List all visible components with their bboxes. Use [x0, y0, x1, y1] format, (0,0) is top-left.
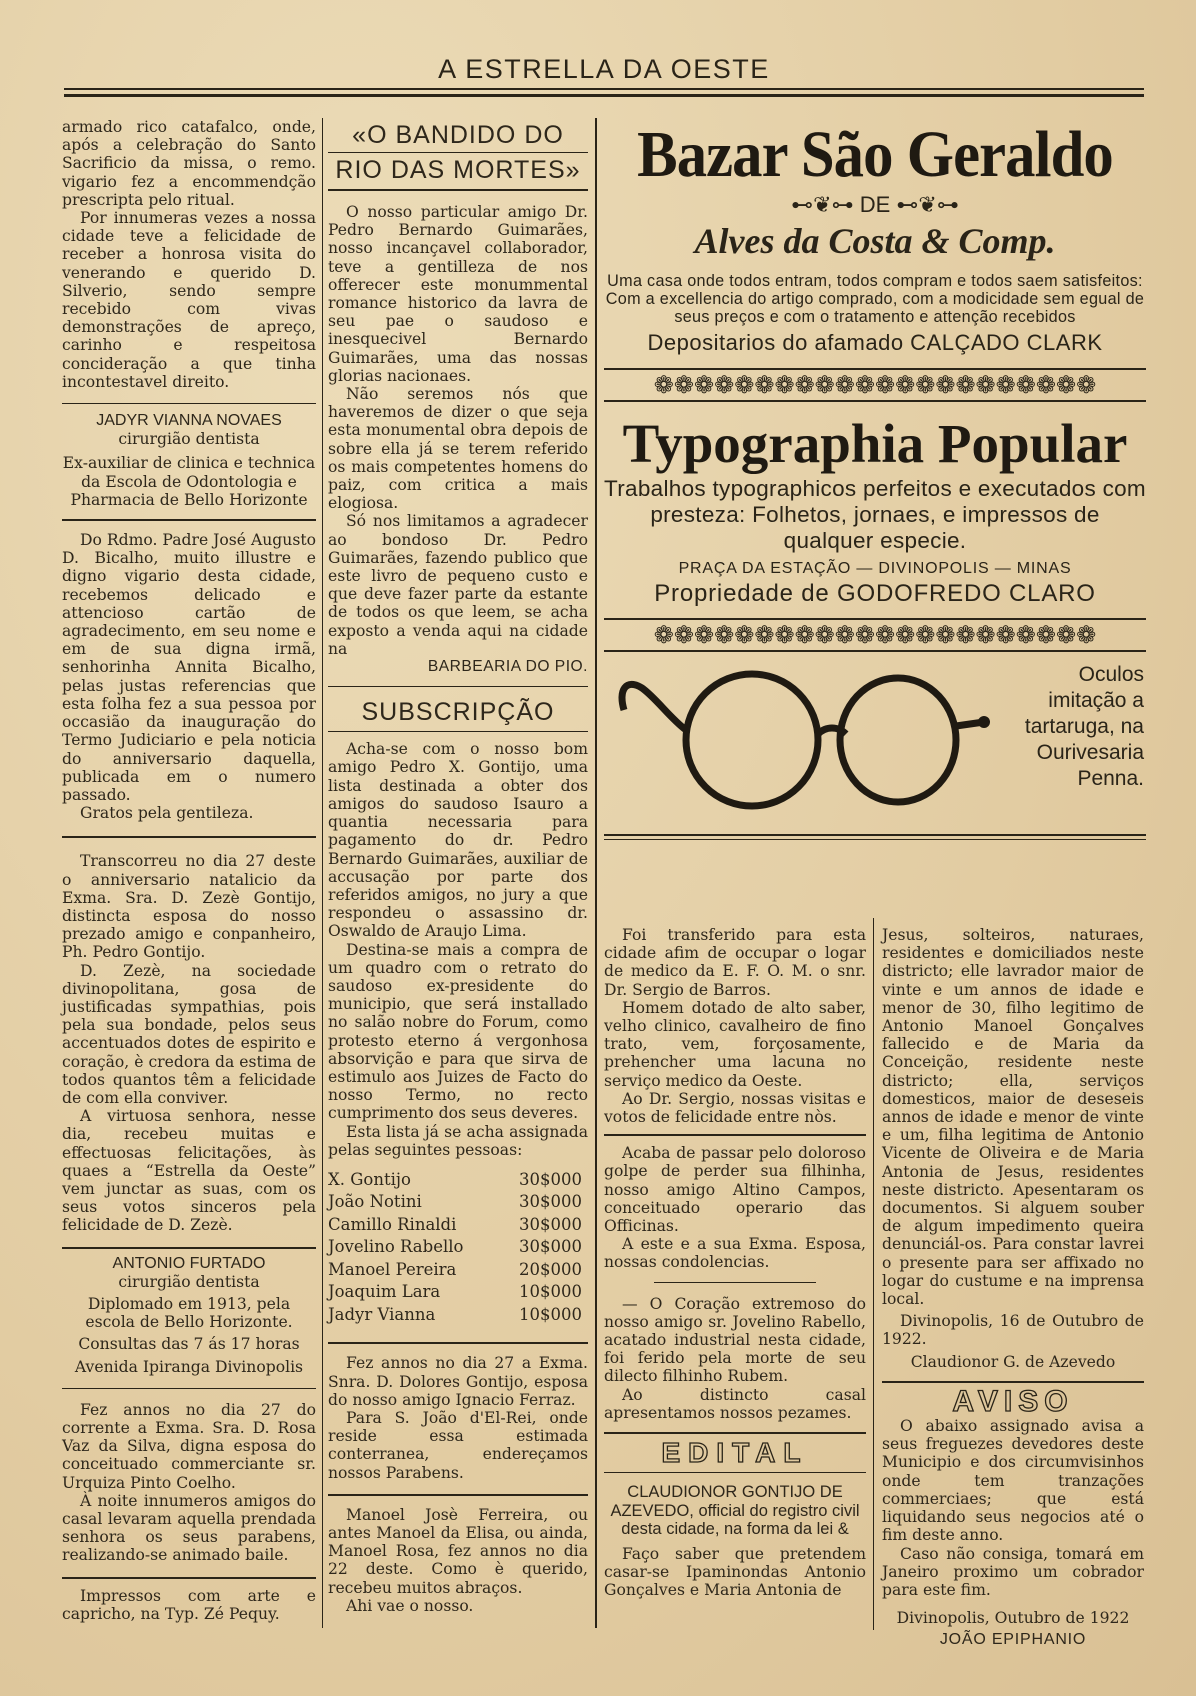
list-amount: 30$000	[519, 1214, 582, 1234]
paragraph: Homem dotado de alto saber, velho clinico, cavalheiro de fino trato, vem, forçosamente, prehencher uma lacuna no serviço medico da Oeste.	[604, 998, 866, 1090]
list-item	[328, 1191, 588, 1214]
paragraph: Jesus, solteiros, naturaes, residentes e domiciliados neste districto; elle lavrador maior de vinte e um annos de idade e menor de 30, filho legitimo de Antonio Manoel Gonçalves fallecido e de Maria da Conceição, residente neste districto; ella, serviços domesticos, maior de deseseis annos de idade e menor de vinte e um, filha legitima de Antonio Vicente de Oliveira e de Maria Antonia de Jesus, residentes neste districto. Apesentaram os documentos. Si alguem souber de algum impedimento queira denunciál-os. Para constar lavrei o presente para ser affixado no logar do custume e na imprensa local.	[882, 926, 1144, 1309]
aviso-signature: JOÃO EPIPHANIO	[939, 1631, 1087, 1649]
edital-date: Divinopolis, 16 de Outubro de 1922.	[882, 1312, 1144, 1349]
list-amount: 30$000	[519, 1237, 582, 1257]
ornament-left-icon: ⊷❦⊶	[791, 192, 860, 217]
masthead: A ESTRELLA DA OESTE	[438, 54, 770, 84]
typographia-text: Trabalhos typographicos perfeitos e executados com presteza: Folhetos, jornaes, e impressos de qualquer especie.	[604, 476, 1146, 553]
bazar-de	[604, 192, 1146, 218]
divider	[604, 1472, 866, 1473]
divider	[882, 1381, 1144, 1383]
divider	[62, 1388, 316, 1389]
oculos-ad	[604, 658, 1146, 828]
ad-jadyr-title: cirurgião dentista	[118, 430, 260, 449]
paragraph: Acha-se com o nosso bom amigo Pedro X. Gontijo, uma lista destinada a obter dos amigos do saudoso Isauro a quantia necessaria para pagamento do dr. Pedro Bernardo Guimarães, auxiliar de accusação por parte dos referidos amigos, no jury a que respondeu o assassino dr. Oswaldo de Araujo Lima.	[328, 740, 588, 941]
list-name: Manoel Pereira	[328, 1259, 457, 1279]
edital-title: EDITAL	[661, 1437, 809, 1469]
ads-block	[604, 112, 1146, 908]
paragraph: BARBEARIA DO PIO.	[427, 658, 588, 676]
list-name: Jovelino Rabello	[328, 1237, 464, 1257]
ornament-right-icon: ⊷❦⊶	[890, 192, 959, 217]
paragraph: — O Coração extremoso do nosso amigo sr. Jovelino Rabello, acatado industrial nesta cidade, foi ferido pela morte de seu dilecto filhinho Rubem.	[604, 1294, 866, 1386]
bazar-owner: Alves da Costa & Comp.	[694, 221, 1056, 261]
paragraph: O abaixo assignado avisa a seus freguezes devedores deste Municipio e dos circumvisinhos onde tem tranzações commerciaes; que está liquidando seus negocios até o fim deste anno.	[882, 1417, 1144, 1545]
paragraph: Gratos pela gentileza.	[80, 804, 254, 823]
paragraph: Faço saber que pretendem casar-se Ipaminondas Antonio Gonçalves e Maria Antonia de	[604, 1544, 866, 1600]
paragraph: Destina-se mais a compra de um quadro com o retrato do saudoso ex-presidente do municipio, que será installado no salão nobre do Forum, como protesto eterno á vergonhosa absorvição e para que sirva de estimulo aos Juizes de Facto do nosso Termo, no recto cumprimento dos seus deveres.	[328, 940, 588, 1123]
divider	[62, 519, 316, 521]
glasses-icon	[612, 660, 992, 820]
list-item	[328, 1304, 588, 1327]
column-divider	[322, 118, 323, 1628]
list-item	[328, 1281, 588, 1304]
paragraph: D. Zezè, na sociedade divinopolitana, gosa de justificadas sympathias, pois pela sua bondade, pelos seus accentuados dotes de espirito e coração, è credora da estima de todos quantos têm a felicidade de com ella conviver.	[62, 961, 316, 1107]
divider	[604, 1134, 866, 1136]
paragraph: Foi transferido para esta cidade afim de occupar o logar de medico da E. F. O. M. o snr. Dr. Sergio de Barros.	[604, 926, 866, 999]
bazar-title: Bazar São Geraldo	[637, 118, 1113, 191]
list-item	[328, 1259, 588, 1282]
bandido-title-line-2: RIO DAS MORTES»	[328, 153, 588, 191]
divider	[328, 686, 588, 687]
list-amount: 30$000	[519, 1192, 582, 1212]
paragraph: Não seremos nós que haveremos de dizer o que seja esta monumental obra depois de sobre ella já se terem referido os mais competentes homens do paiz, com critica a mais elogiosa.	[328, 385, 588, 513]
column-4	[882, 926, 1144, 1650]
list-name: Jadyr Vianna	[328, 1304, 436, 1324]
masthead-rule-bottom	[64, 94, 1144, 97]
ad-furtado-hours: Consultas das 7 ás 17 horas	[78, 1335, 300, 1354]
paragraph: Do Rdmo. Padre José Augusto D. Bicalho, muito illustre e digno vigario desta cidade, recebemos delicado e attencioso cartão de agradecimento, em seu nome e em de sua digna irmã, senhorinha Annita Bicalho, pelas justas referencias que esta folha fez a sua pessoa por occasião da inauguração do Termo Judiciario e pela noticia do anniversario daquella, publicada em o numero passado.	[62, 531, 316, 804]
subscripcao-title: SUBSCRIPÇÃO	[328, 697, 588, 732]
ad-furtado-address: Avenida Ipiranga Divinopolis	[74, 1357, 304, 1376]
list-item	[328, 1169, 588, 1192]
paragraph: Acaba de passar pelo doloroso golpe de perder sua filhinha, nosso amigo Altino Campos, conceituado operario das Officinas.	[604, 1144, 866, 1236]
typographia-address: PRAÇA DA ESTAÇÃO — DIVINOPOLIS — MINAS	[678, 560, 1072, 577]
divider	[604, 1432, 866, 1434]
paragraph: A este e a sua Exma. Esposa, nossas condolencias.	[604, 1235, 866, 1272]
edital-signature: Claudionor G. de Azevedo	[910, 1352, 1116, 1371]
paragraph: Para S. João d'El-Rei, onde reside essa estimada conterranea, endereçamos nossos Parabens.	[328, 1409, 588, 1482]
list-amount: 10$000	[519, 1282, 582, 1302]
divider	[62, 403, 316, 404]
paragraph: Caso não consiga, tomará em Janeiro proximo um cobrador para este fim.	[882, 1544, 1144, 1599]
list-item	[328, 1236, 588, 1259]
divider	[62, 1577, 316, 1579]
paragraph: Transcorreu no dia 27 deste o anniversario natalicio da Exma. Sra. D. Zezè Gontijo, distincta esposa do nosso prezado amigo e conpanheiro, Ph. Pedro Gontijo.	[62, 852, 316, 962]
paragraph: Manoel Josè Ferreira, ou antes Manoel da Elisa, ou ainda, Manoel Rosa, fez annos no dia 22 deste. Como è querido, recebeu muitos abraços.	[328, 1505, 588, 1597]
list-amount: 20$000	[519, 1259, 582, 1279]
bandido-title	[328, 118, 588, 191]
paragraph: Só nos limitamos a agradecer ao bondoso Dr. Pedro Guimarães, fazendo publico que este livro de pequeno custo e que deve fazer parte da estante de todos os que leem, se acha exposto a venda aqui na cidade na	[328, 512, 588, 658]
list-name: Camillo Rinaldi	[328, 1214, 457, 1234]
divider	[62, 1247, 316, 1249]
ornament-band: ❁❁❁❁❁❁❁❁❁❁❁❁❁❁❁❁❁❁❁❁❁❁	[604, 618, 1146, 652]
paragraph: Ao Dr. Sergio, nossas visitas e votos de felicidade entre nòs.	[604, 1089, 866, 1127]
masthead-rule-top	[64, 88, 1144, 90]
divider	[604, 834, 1146, 836]
paragraph: Esta lista já se acha assignada pelas seguintes pessoas:	[328, 1122, 588, 1159]
aviso-title: AVISO	[952, 1384, 1074, 1418]
bazar-de-text: DE	[859, 192, 891, 217]
ad-furtado-text: Diplomado em 1913, pela escola de Bello Horizonte.	[85, 1294, 293, 1332]
bandido-title-line-1: «O BANDIDO DO	[328, 118, 588, 153]
paragraph: Fez annos no dia 27 a Exma. Snra. D. Dolores Gontijo, esposa do nosso amigo Ignacio Ferraz.	[328, 1354, 588, 1409]
paragraph: Fez annos no dia 27 do corrente a Exma. Sra. D. Rosa Vaz da Silva, digna esposa do conceituado commerciante sr. Urquiza Pinto Coelho.	[62, 1400, 316, 1492]
bazar-depositarios: Depositarios do afamado CALÇADO CLARK	[647, 330, 1103, 355]
list-name: João Notini	[328, 1192, 422, 1212]
divider	[604, 839, 1146, 840]
paragraph: O nosso particular amigo Dr. Pedro Bernardo Guimarães, nosso incançavel collaborador, teve a gentilleza de nos offerecer este monummental romance historico da lavra de seu pae o saudoso e inesquecivel Bernardo Guimarães, uma das nossas glorias nacionaes.	[328, 203, 588, 385]
oculos-text: Oculos imitação a tartaruga, na Ourivesaria Penna.	[1024, 663, 1144, 790]
edital-heading: CLAUDIONOR GONTIJO DE AZEVEDO, official do registro civil desta cidade, na forma da lei &	[610, 1483, 860, 1539]
ad-jadyr-text: Ex-auxiliar de clinica e technica da Escola de Odontologia e Pharmacia de Bello Horizonte	[62, 454, 316, 509]
ad-furtado-title: cirurgião dentista	[118, 1272, 260, 1291]
paragraph: Ao distincto casal apresentamos nossos pezames.	[604, 1385, 866, 1422]
bazar-text: Uma casa onde todos entram, todos compram e todos saem satisfeitos: Com a excellencia do artigo comprado, com a modicidade sem egual de seus preços e com o tratamento e attenção recebidos	[605, 272, 1145, 326]
divider	[328, 1342, 588, 1344]
list-amount: 10$000	[519, 1304, 582, 1324]
divider	[62, 836, 316, 838]
list-name: Joaquim Lara	[328, 1282, 441, 1302]
column-2	[328, 118, 588, 1615]
column-divider	[595, 118, 597, 1628]
column-1	[62, 118, 316, 1623]
paragraph: A virtuosa senhora, nesse dia, recebeu muitas e effectuosas felicitações, às quaes a “Estrella da Oeste” vem junctar as suas, com os seus votos sinceros pela felicidade de D. Zezè.	[62, 1107, 316, 1235]
divider	[654, 1282, 816, 1283]
typographia-owner: Propriedade de GODOFREDO CLARO	[654, 580, 1096, 607]
ad-furtado-name: ANTONIO FURTADO	[112, 1254, 266, 1272]
list-amount: 30$000	[519, 1169, 582, 1189]
column-3	[604, 926, 866, 1599]
list-name: X. Gontijo	[328, 1169, 411, 1189]
list-item	[328, 1214, 588, 1237]
paragraph: À noite innumeros amigos do casal levaram aquella prendada senhora os seus parabens, realizando-se animado baile.	[62, 1491, 316, 1565]
aviso-date: Divinopolis, Outubro de 1922	[896, 1609, 1130, 1628]
divider	[328, 1494, 588, 1496]
paragraph: Impressos com arte e capricho, na Typ. Zé Pequy.	[62, 1586, 316, 1623]
column-divider	[873, 918, 874, 1630]
paragraph: Ahi vae o nosso.	[346, 1596, 474, 1615]
subscription-list	[328, 1169, 588, 1327]
paragraph: armado rico catafalco, onde, após a celebração do Santo Sacrificio da missa, o remo. vigario fez a encommendção prescripta pelo ritual.	[62, 118, 316, 209]
paragraph: Por innumeras vezes a nossa cidade teve a felicidade de receber a honrosa visita do venerando e querido D. Silverio, sendo sempre recebido com vivas demonstrações de apreço, carinho e respeitosa concideração a que tinha incontestavel direito.	[62, 209, 316, 391]
ad-jadyr-name: JADYR VIANNA NOVAES	[96, 412, 282, 430]
typographia-title: Typographia Popular	[622, 413, 1128, 474]
ornament-band: ❁❁❁❁❁❁❁❁❁❁❁❁❁❁❁❁❁❁❁❁❁❁	[604, 368, 1146, 402]
